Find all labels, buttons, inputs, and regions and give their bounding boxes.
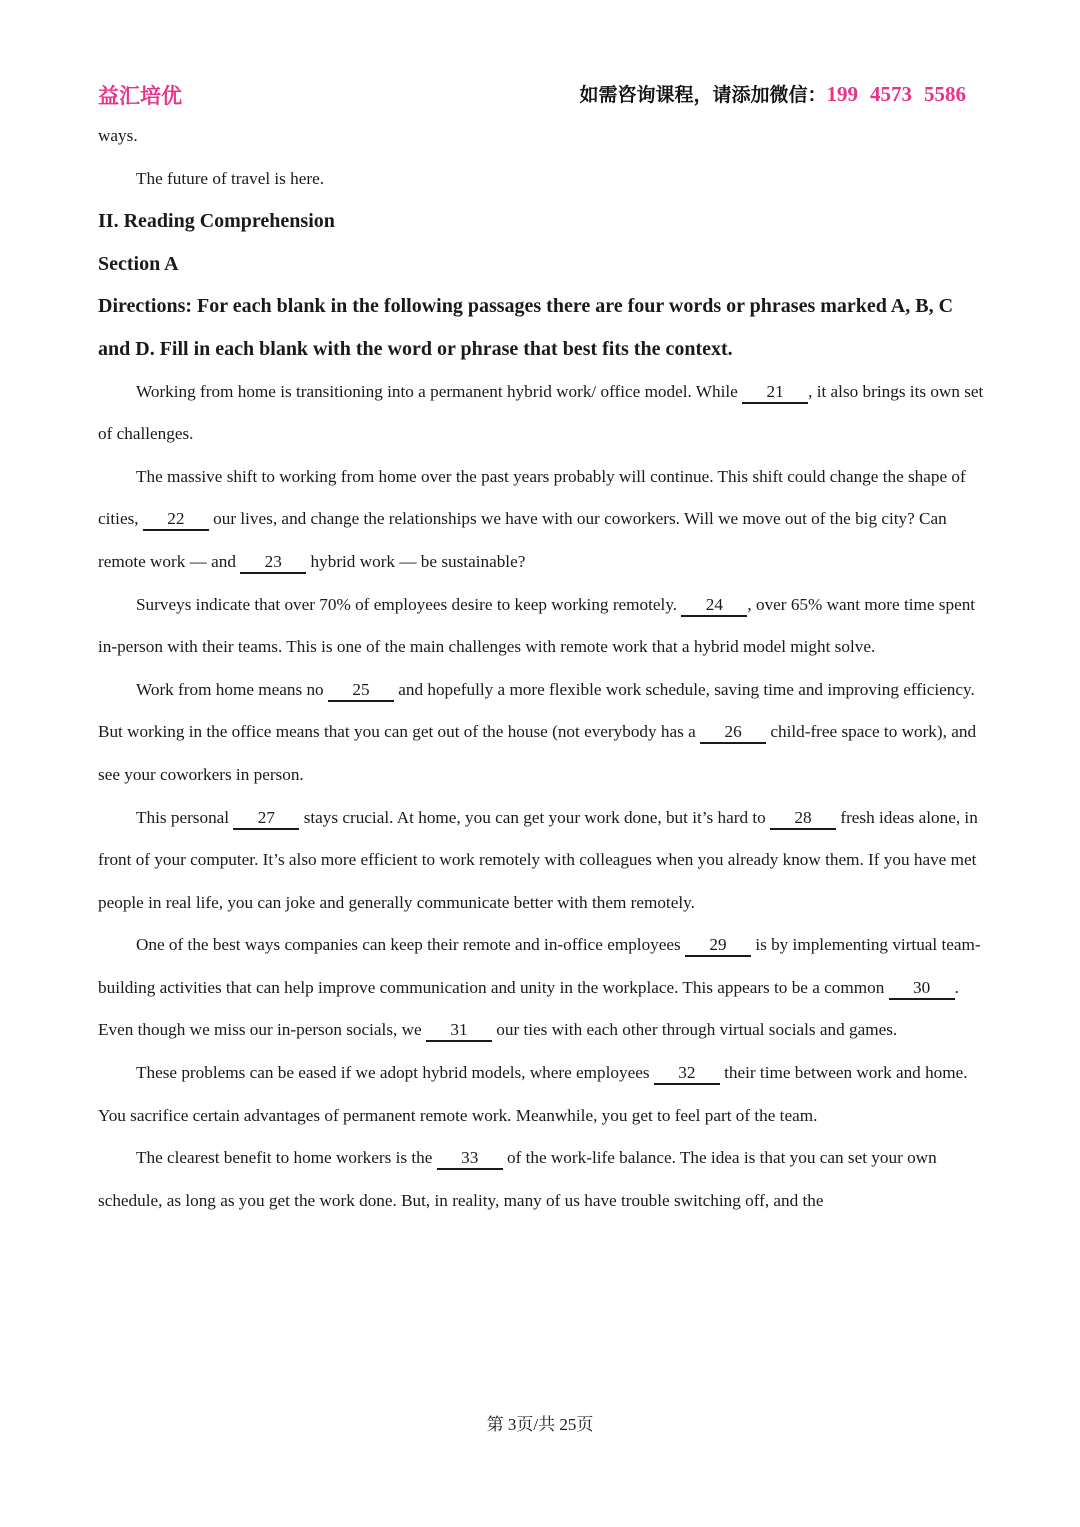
brand-logo-text: 益汇培优 [98, 84, 182, 108]
text-run: fresh ideas alone, in front of your computer. It’s also more efficient to work remotely with colleagues when you already know them. If you have met people in real life, you can joke and generally communicate better with them remotely. [98, 807, 978, 912]
text-line-future: The future of travel is here. [136, 168, 325, 188]
blank-31: 31 [426, 1020, 492, 1042]
heading-reading-comprehension: II. Reading Comprehension [98, 210, 335, 233]
page-footer: 第 3页/共 25页 [486, 1415, 594, 1434]
paragraph-4 [98, 669, 990, 797]
blank-26: 26 [700, 722, 766, 744]
phone-part-2: 4573 [870, 82, 912, 106]
text-run: , it also brings its own set of challenges. [98, 381, 984, 444]
blank-32: 32 [654, 1063, 720, 1085]
text-run: This personal [136, 807, 234, 827]
text-run: our lives, and change the relationships we have with our coworkers. Will we move out of the big city? Can remote work — and [98, 509, 947, 571]
text-run: their time between work and home. You sacrifice certain advantages of permanent remote work. Meanwhile, you get to feel part of the team. [98, 1063, 968, 1125]
text-run: Work from home means no [136, 679, 328, 699]
text-run: Surveys indicate that over 70% of employees desire to keep working remotely. [136, 594, 682, 614]
blank-21: 21 [742, 382, 808, 404]
paragraph-6 [98, 924, 990, 1052]
text-run: hybrid work — be sustainable? [306, 551, 526, 571]
paragraph-2 [98, 456, 990, 584]
text-run: These problems can be eased if we adopt hybrid models, where employees [136, 1063, 654, 1083]
blank-22: 22 [143, 509, 209, 531]
heading-section-a: Section A [98, 252, 179, 275]
text-run: and hopefully a more flexible work schedule, saving time and improving efficiency. But working in the office means that you can get out of the house (not everybody has a [98, 679, 975, 742]
paragraph-1 [98, 371, 990, 456]
phone-part-3: 5586 [924, 82, 966, 106]
contact-info [579, 80, 966, 107]
text-run: Working from home is transitioning into a permanent hybrid work/ office model. While [136, 381, 743, 401]
blank-23: 23 [240, 552, 306, 574]
blank-25: 25 [328, 680, 394, 702]
text-run: One of the best ways companies can keep their remote and in-office employees [136, 935, 686, 955]
text-run: . Even though we miss our in-person socials, we [98, 977, 959, 1040]
text-run: our ties with each other through virtual socials and games. [491, 1020, 898, 1040]
text-run: stays crucial. At home, you can get your work done, but it’s hard to [299, 807, 771, 827]
text-run: , over 65% want more time spent in-person with their teams. This is one of the main challenges with remote work that a hybrid model might solve. [98, 594, 976, 657]
text-run: child-free space to work), and see your coworkers in person. [98, 722, 977, 784]
blank-30: 30 [889, 978, 955, 1000]
blank-29: 29 [685, 935, 751, 957]
page-header [98, 80, 966, 114]
paragraph-5 [98, 797, 990, 925]
blank-24: 24 [681, 595, 747, 617]
blank-27: 27 [233, 808, 299, 830]
text-run: The massive shift to working from home over the past years probably will continue. This shift could change the shape of cities, [98, 466, 966, 529]
phone-number [827, 82, 967, 106]
contact-prefix: 如需咨询课程，请添加微信： [579, 84, 827, 106]
text-run: of the work-life balance. The idea is that you can set your own schedule, as long as you get the work done. But, in reality, many of us have trouble switching off, and the [98, 1148, 937, 1210]
blank-33: 33 [437, 1148, 503, 1170]
text-line-ways: ways. [98, 126, 138, 145]
text-run: The clearest benefit to home workers is the [136, 1148, 437, 1168]
paragraph-8 [98, 1137, 990, 1222]
document-body [98, 115, 990, 1222]
directions-text: Directions: For each blank in the following passages there are four words or phrases marked A, B, C and D. Fill in each blank with the word or phrase that best fits the context. [98, 295, 954, 360]
paragraph-7 [98, 1052, 990, 1137]
text-run: is by implementing virtual team-building activities that can help improve communication and unity in the workplace. This appears to be a common [98, 935, 981, 997]
paragraph-3 [98, 584, 990, 669]
phone-part-1: 199 [826, 82, 858, 106]
blank-28: 28 [770, 808, 836, 830]
